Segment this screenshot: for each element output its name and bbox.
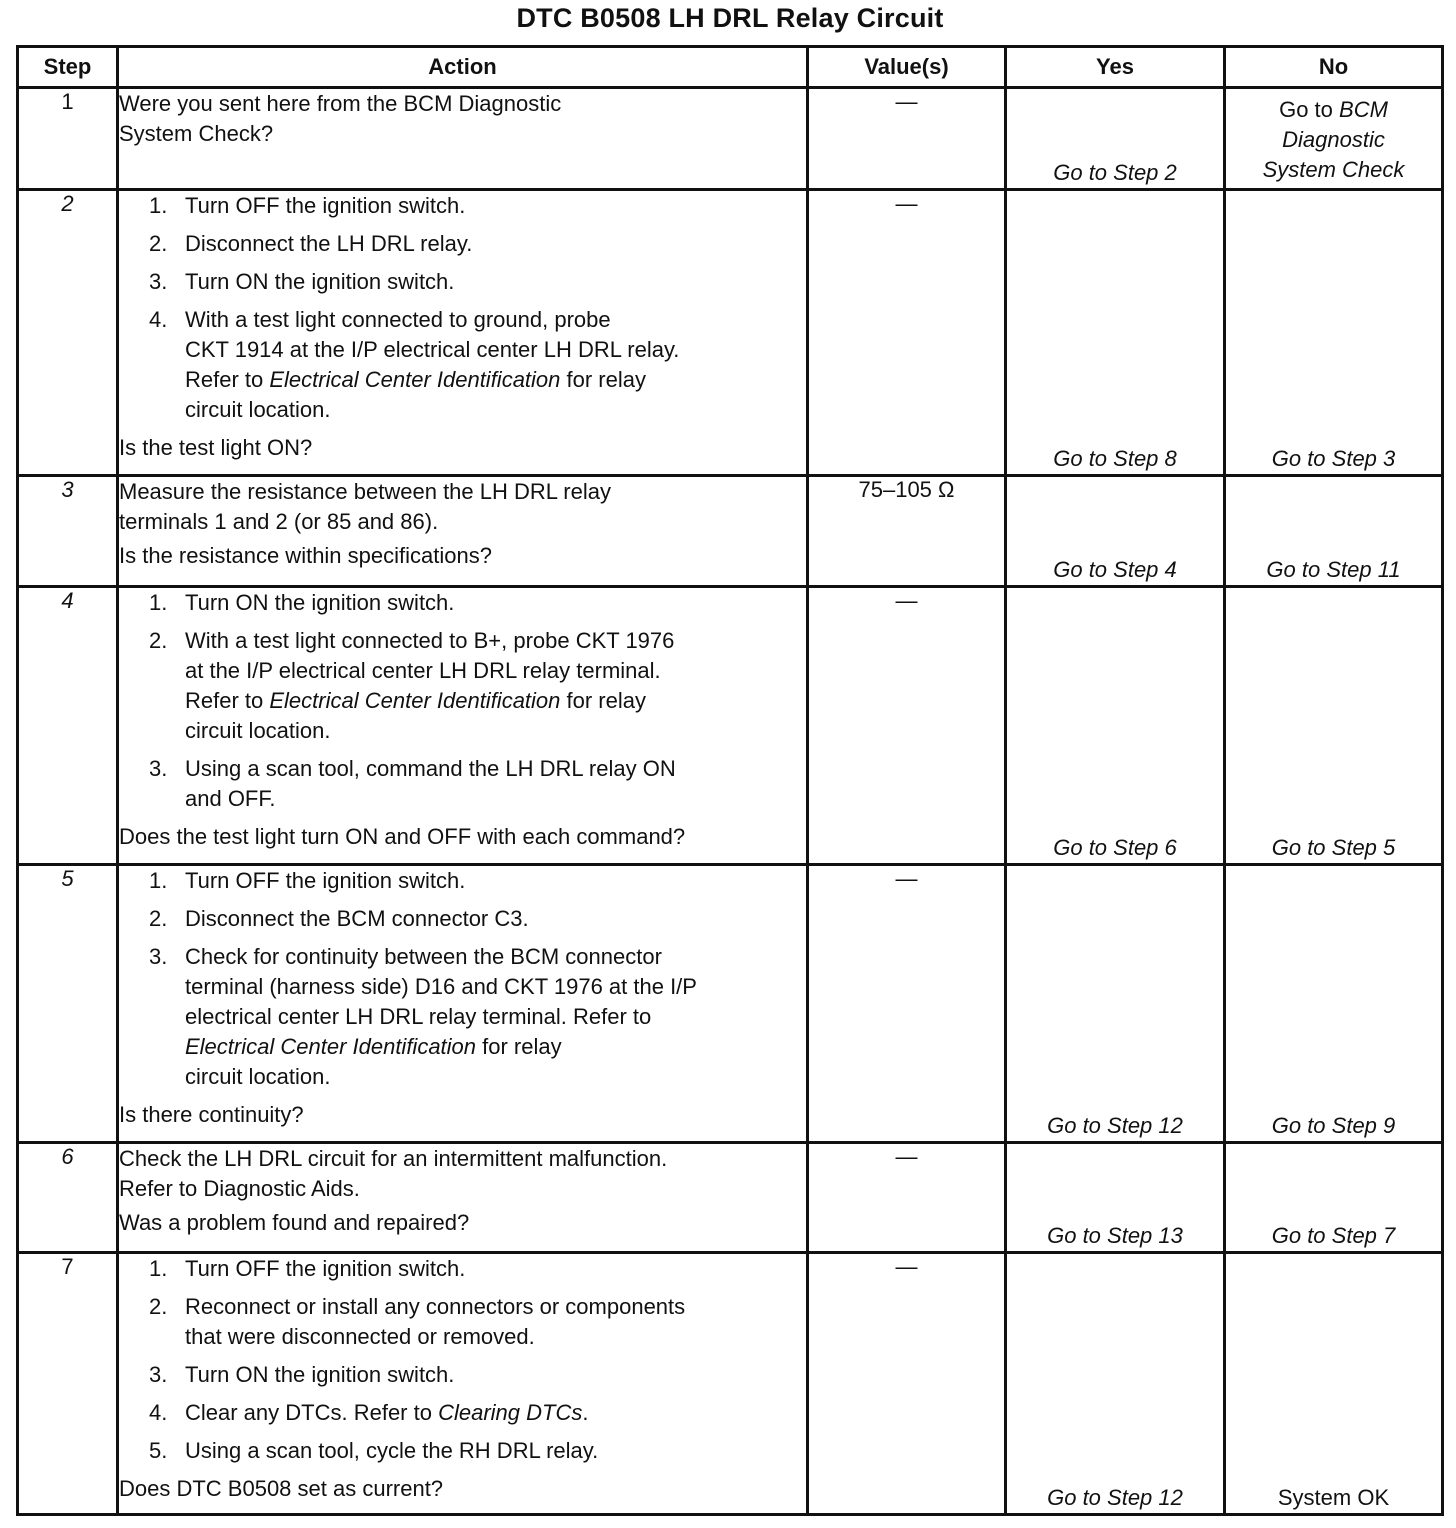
no-cell	[1225, 1253, 1443, 1515]
yes-cell	[1006, 587, 1225, 865]
list-item	[119, 267, 806, 297]
yes-result: Go to Step 8	[1053, 446, 1177, 471]
item-text: that were disconnected or removed.	[185, 1324, 535, 1349]
step-number: 7	[18, 1253, 118, 1515]
item-number: 4.	[149, 307, 168, 332]
yes-cell	[1006, 865, 1225, 1143]
no-cell	[1225, 865, 1443, 1143]
item-number: 1.	[149, 868, 168, 893]
table-row	[18, 1143, 1443, 1253]
action-cell	[118, 865, 808, 1143]
item-text: Turn ON the ignition switch.	[185, 1362, 455, 1387]
no-cell	[1225, 587, 1443, 865]
header-yes: Yes	[1006, 47, 1225, 88]
action-question: Is the test light ON?	[119, 435, 313, 460]
header-values: Value(s)	[808, 47, 1006, 88]
table-row	[18, 476, 1443, 587]
item-text: Reconnect or install any connectors or components	[185, 1294, 686, 1319]
action-cell	[118, 1143, 808, 1253]
list-item	[119, 904, 806, 934]
page-title: DTC B0508 LH DRL Relay Circuit	[516, 3, 944, 33]
item-text: Refer to	[185, 367, 270, 392]
action-text: System Check?	[119, 121, 274, 146]
value-cell: —	[808, 1143, 1006, 1253]
step-number: 3	[18, 476, 118, 587]
item-text: Turn OFF the ignition switch.	[185, 1256, 466, 1281]
item-text: Turn OFF the ignition switch.	[185, 868, 466, 893]
list-item	[119, 305, 806, 425]
value-cell: —	[808, 190, 1006, 476]
yes-result: Go to Step 2	[1053, 160, 1177, 185]
header-step: Step	[18, 47, 118, 88]
no-cell	[1225, 88, 1443, 190]
item-number: 5.	[149, 1438, 168, 1463]
yes-result: Go to Step 4	[1053, 557, 1177, 582]
no-cell	[1225, 1143, 1443, 1253]
reference-link: Electrical Center Identification	[269, 688, 561, 713]
item-number: 3.	[149, 269, 168, 294]
no-result: Go to Step 9	[1271, 1113, 1396, 1138]
item-number: 3.	[149, 1362, 168, 1387]
list-item	[119, 588, 806, 618]
table-row	[18, 587, 1443, 865]
list-item	[119, 1254, 806, 1284]
item-text: With a test light connected to B+, probe CKT 1976	[185, 628, 675, 653]
yes-result: Go to Step 6	[1053, 835, 1177, 860]
item-number: 4.	[149, 1400, 168, 1425]
item-number: 2.	[149, 628, 168, 653]
item-text: terminal (harness side) D16 and CKT 1976 at the I/P	[185, 974, 697, 999]
value-cell: 75–105 Ω	[808, 476, 1006, 587]
step-number: 1	[18, 88, 118, 190]
item-text: circuit location.	[185, 1064, 331, 1089]
table-row	[18, 190, 1443, 476]
action-question: Was a problem found and repaired?	[119, 1210, 470, 1235]
action-text: terminals 1 and 2 (or 85 and 86).	[119, 509, 439, 534]
item-text: Clear any DTCs. Refer to	[185, 1400, 439, 1425]
yes-cell	[1006, 190, 1225, 476]
yes-cell	[1006, 1143, 1225, 1253]
yes-result: Go to Step 12	[1047, 1113, 1183, 1138]
action-question: Does the test light turn ON and OFF with each command?	[119, 824, 686, 849]
action-text: Measure the resistance between the LH DRL relay	[119, 479, 611, 504]
list-item	[119, 942, 806, 1092]
no-result: Go to Step 11	[1266, 557, 1401, 582]
yes-cell	[1006, 476, 1225, 587]
value-cell: —	[808, 1253, 1006, 1515]
no-result-link: BCM	[1339, 97, 1388, 122]
no-result-link: System Check	[1262, 157, 1405, 182]
table-row	[18, 1253, 1443, 1515]
action-steps	[119, 866, 806, 1092]
no-result: Go to Step 7	[1271, 1223, 1396, 1248]
action-text: Were you sent here from the BCM Diagnostic	[119, 91, 562, 116]
no-result: Go to Step 5	[1271, 835, 1396, 860]
item-number: 1.	[149, 193, 168, 218]
yes-cell	[1006, 88, 1225, 190]
item-text: circuit location.	[185, 718, 331, 743]
reference-link: Electrical Center Identification	[185, 1034, 477, 1059]
item-text: Disconnect the LH DRL relay.	[185, 231, 473, 256]
item-text: Using a scan tool, cycle the RH DRL relay.	[185, 1438, 599, 1463]
value-cell: —	[808, 587, 1006, 865]
action-cell	[118, 587, 808, 865]
header-action: Action	[118, 47, 808, 88]
item-text: .	[582, 1400, 589, 1425]
no-result-prefix: Go to	[1279, 97, 1340, 122]
item-number: 3.	[149, 756, 168, 781]
step-number: 5	[18, 865, 118, 1143]
item-text: Turn ON the ignition switch.	[185, 269, 455, 294]
list-item	[119, 866, 806, 896]
action-cell	[118, 476, 808, 587]
item-text: and OFF.	[185, 786, 276, 811]
header-no: No	[1225, 47, 1443, 88]
item-text: for relay	[560, 688, 646, 713]
item-number: 1.	[149, 1256, 168, 1281]
action-steps	[119, 1254, 806, 1466]
table-row	[18, 865, 1443, 1143]
value-cell: —	[808, 88, 1006, 190]
action-text: Refer to Diagnostic Aids.	[119, 1176, 360, 1201]
step-number: 6	[18, 1143, 118, 1253]
item-text: for relay	[476, 1034, 562, 1059]
reference-link: Clearing DTCs	[438, 1400, 583, 1425]
action-steps	[119, 588, 806, 814]
item-text: Turn OFF the ignition switch.	[185, 193, 466, 218]
value-cell: —	[808, 865, 1006, 1143]
action-steps	[119, 191, 806, 425]
action-question: Does DTC B0508 set as current?	[119, 1476, 444, 1501]
reference-link: Electrical Center Identification	[269, 367, 561, 392]
list-item	[119, 754, 806, 814]
table-row	[18, 88, 1443, 190]
item-number: 2.	[149, 1294, 168, 1319]
item-text: Turn ON the ignition switch.	[185, 590, 455, 615]
item-text: for relay	[560, 367, 646, 392]
no-result: Go to Step 3	[1271, 446, 1396, 471]
action-cell	[118, 190, 808, 476]
list-item	[119, 1436, 806, 1466]
item-text: Disconnect the BCM connector C3.	[185, 906, 529, 931]
item-text: Using a scan tool, command the LH DRL relay ON	[185, 756, 676, 781]
header-row	[18, 47, 1443, 88]
yes-result: Go to Step 13	[1047, 1223, 1183, 1248]
step-number: 2	[18, 190, 118, 476]
action-cell	[118, 1253, 808, 1515]
action-question: Is there continuity?	[119, 1102, 304, 1127]
list-item	[119, 1398, 806, 1428]
list-item	[119, 229, 806, 259]
no-cell	[1225, 190, 1443, 476]
item-text: With a test light connected to ground, probe	[185, 307, 611, 332]
item-text: circuit location.	[185, 397, 331, 422]
item-text: Refer to	[185, 688, 270, 713]
no-result: System OK	[1277, 1485, 1390, 1510]
action-text: Check the LH DRL circuit for an intermittent malfunction.	[119, 1146, 668, 1171]
list-item	[119, 1292, 806, 1352]
yes-result: Go to Step 12	[1047, 1485, 1183, 1510]
item-number: 2.	[149, 231, 168, 256]
item-text: electrical center LH DRL relay terminal. Refer to	[185, 1004, 652, 1029]
item-text: Check for continuity between the BCM connector	[185, 944, 662, 969]
item-number: 1.	[149, 590, 168, 615]
item-number: 3.	[149, 944, 168, 969]
item-text: CKT 1914 at the I/P electrical center LH DRL relay.	[185, 337, 680, 362]
step-number: 4	[18, 587, 118, 865]
diagnostic-table	[16, 45, 1444, 1516]
item-text: at the I/P electrical center LH DRL relay terminal.	[185, 658, 661, 683]
list-item	[119, 191, 806, 221]
list-item	[119, 1360, 806, 1390]
no-cell	[1225, 476, 1443, 587]
action-cell	[118, 88, 808, 190]
item-number: 2.	[149, 906, 168, 931]
yes-cell	[1006, 1253, 1225, 1515]
action-question: Is the resistance within specifications?	[119, 543, 492, 568]
no-result-link: Diagnostic	[1282, 127, 1385, 152]
list-item	[119, 626, 806, 746]
